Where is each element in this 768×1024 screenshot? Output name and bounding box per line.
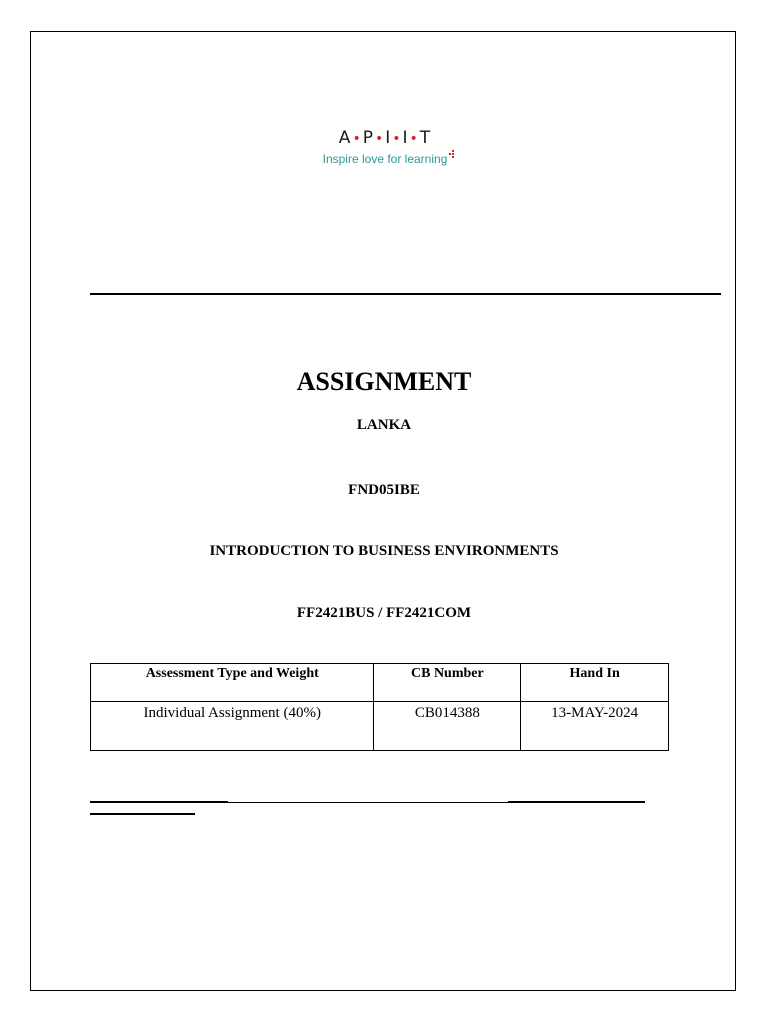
logo-wordmark xyxy=(300,128,470,149)
logo-tagline: Inspire love for learning xyxy=(322,152,448,166)
header-assessment-type: Assessment Type and Weight xyxy=(91,664,374,702)
logo-tagline-wrap xyxy=(323,151,448,167)
short-underline xyxy=(90,813,195,815)
header-cb-number: CB Number xyxy=(374,664,521,702)
table-header-row xyxy=(91,664,669,702)
table-row xyxy=(91,702,669,751)
logo-dot-icon: • xyxy=(352,131,362,147)
signature-line-right-segment xyxy=(508,801,645,803)
logo-dot-icon: • xyxy=(392,131,402,147)
location-label: LANKA xyxy=(356,417,412,433)
module-name: INTRODUCTION TO BUSINESS ENVIRONMENTS xyxy=(209,543,559,559)
cell-cb-number: CB014388 xyxy=(374,702,521,751)
assessment-table xyxy=(90,663,669,751)
logo-dot-icon: • xyxy=(374,131,385,147)
document-title: ASSIGNMENT xyxy=(296,367,472,396)
logo-letter: I xyxy=(385,128,392,148)
logo-letter: I xyxy=(402,128,409,148)
apiit-logo xyxy=(300,128,470,168)
intake-codes: FF2421BUS / FF2421COM xyxy=(296,605,472,621)
cell-hand-in: 13-MAY-2024 xyxy=(521,702,669,751)
cell-assessment-type: Individual Assignment (40%) xyxy=(91,702,374,751)
signature-line-left-segment xyxy=(90,801,228,803)
tagline-dots-icon xyxy=(449,150,455,160)
module-code: FND05IBE xyxy=(348,482,420,498)
header-divider xyxy=(90,293,721,295)
logo-letter: T xyxy=(419,128,432,148)
logo-letter: A xyxy=(338,128,352,148)
logo-dot-icon: • xyxy=(409,131,419,147)
page-border xyxy=(30,31,736,991)
logo-letter: P xyxy=(362,128,374,148)
header-hand-in: Hand In xyxy=(521,664,669,702)
